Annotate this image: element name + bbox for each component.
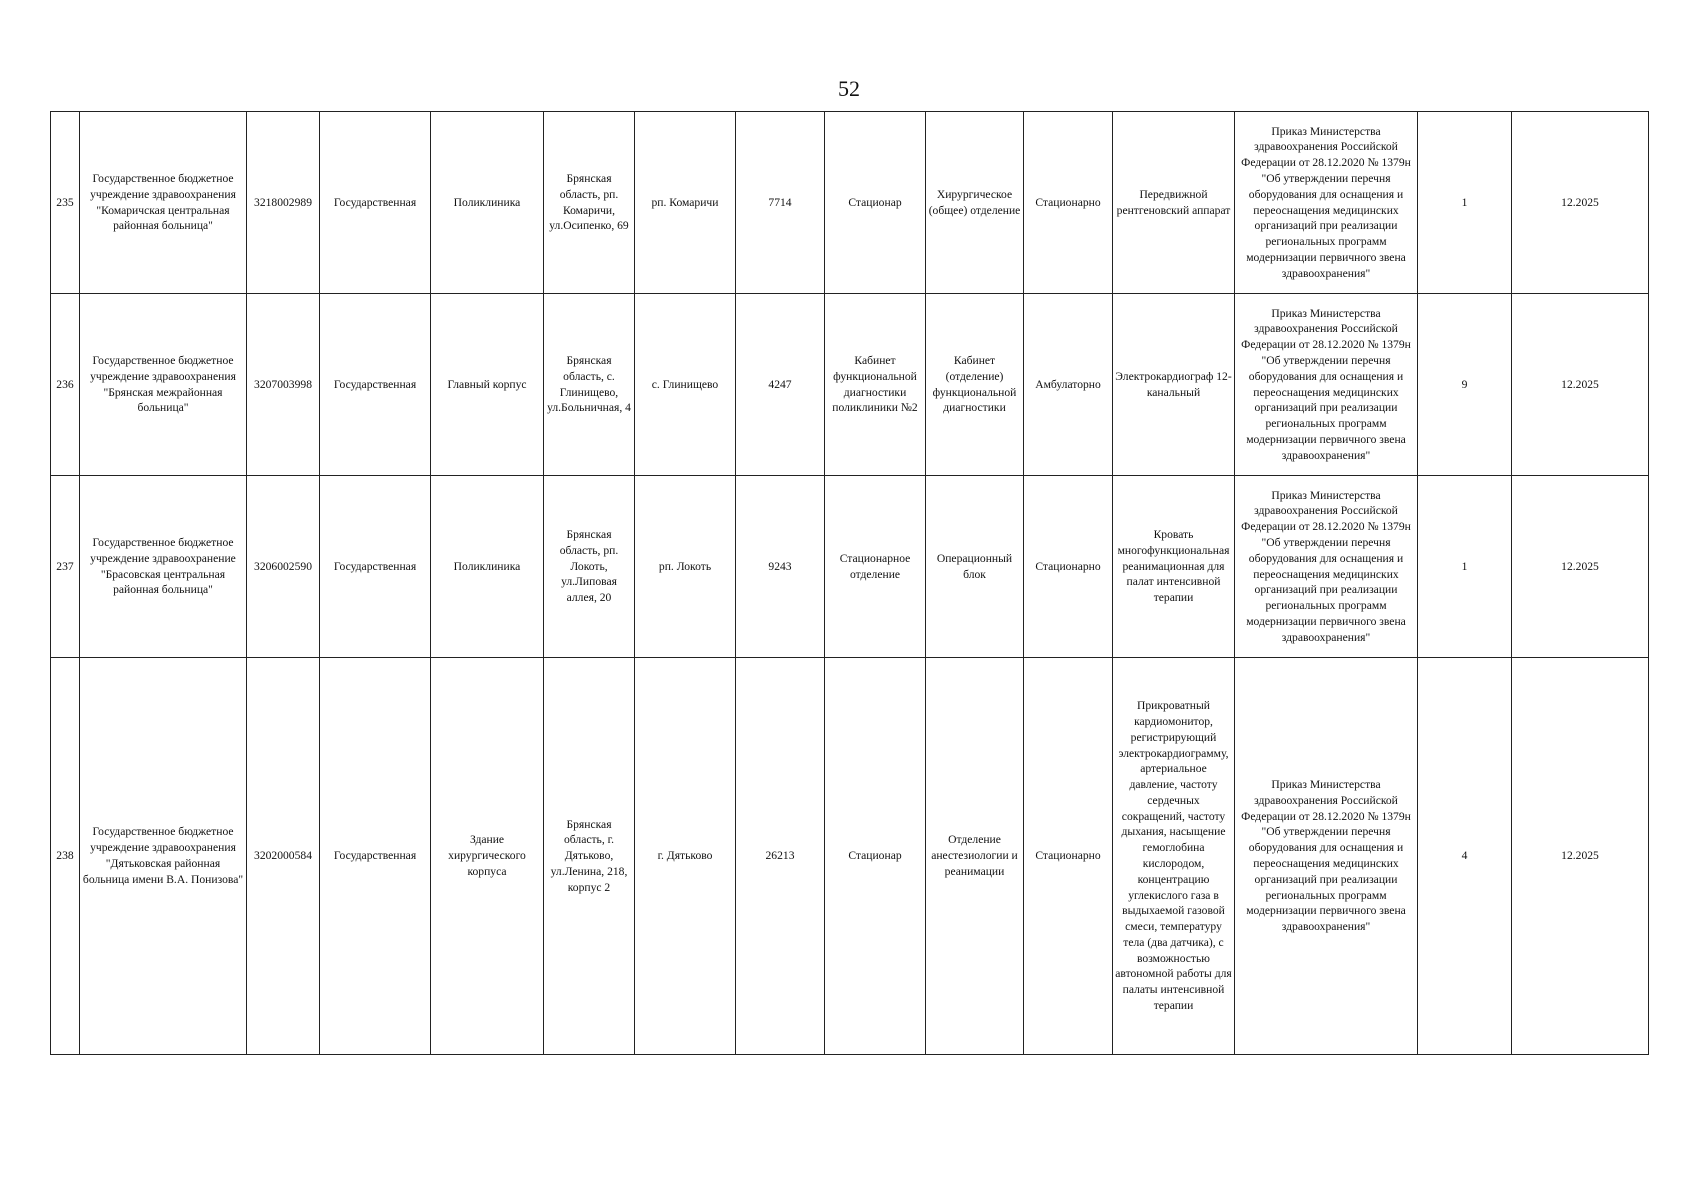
institution-name: Государственное бюджетное учреждение здравоохранение "Брасовская центральная районная больница" <box>80 476 247 658</box>
building-cell: Поликлиника <box>431 112 544 294</box>
table-row <box>51 658 1649 1055</box>
table-row <box>51 112 1649 294</box>
population-cell: 7714 <box>736 112 825 294</box>
address-cell: Брянская область, г. Дятьково, ул.Ленина, 218, корпус 2 <box>544 658 635 1055</box>
address-cell: Брянская область, с. Глинищево, ул.Больничная, 4 <box>544 294 635 476</box>
row-number: 235 <box>51 112 80 294</box>
ownership-cell: Государственная <box>320 294 431 476</box>
building-cell: Поликлиника <box>431 476 544 658</box>
page-number: 52 <box>838 76 860 101</box>
institution-name: Государственное бюджетное учреждение здравоохранения "Брянская межрайонная больница" <box>80 294 247 476</box>
care-form-cell: Стационарно <box>1024 476 1113 658</box>
unit-cell: Стационарное отделение <box>825 476 926 658</box>
care-form-cell: Стационарно <box>1024 112 1113 294</box>
date-cell: 12.2025 <box>1512 112 1649 294</box>
locality-cell: рп. Комаричи <box>635 112 736 294</box>
ownership-cell: Государственная <box>320 476 431 658</box>
institution-name: Государственное бюджетное учреждение здравоохранения "Комаричская центральная районная больница" <box>80 112 247 294</box>
quantity-cell: 1 <box>1418 112 1512 294</box>
locality-cell: с. Глинищево <box>635 294 736 476</box>
equipment-cell: Прикроватный кардиомонитор, регистрирующий электрокардиограмму, артериальное давление, частоту сердечных сокращений, частоту дыхания, насыщение гемоглобина кислородом, концентрацию углекислого газа в выдыхаемой газовой смеси, температуру тела (два датчика), с возможностью автономной работы для палаты интенсивной терапии <box>1113 658 1235 1055</box>
care-form-cell: Амбулаторно <box>1024 294 1113 476</box>
inn-cell: 3202000584 <box>247 658 320 1055</box>
date-cell: 12.2025 <box>1512 658 1649 1055</box>
department-cell: Отделение анестезиологии и реанимации <box>926 658 1024 1055</box>
care-form-cell: Стационарно <box>1024 658 1113 1055</box>
order-cell: Приказ Министерства здравоохранения Российской Федерации от 28.12.2020 № 1379н "Об утверждении перечня оборудования для оснащения и переоснащения медицинских организаций при реализации региональных программ модернизации первичного звена здравоохранения" <box>1235 294 1418 476</box>
inn-cell: 3218002989 <box>247 112 320 294</box>
department-cell: Хирургическое (общее) отделение <box>926 112 1024 294</box>
unit-cell: Кабинет функциональной диагностики поликлиники №2 <box>825 294 926 476</box>
row-number: 237 <box>51 476 80 658</box>
ownership-cell: Государственная <box>320 112 431 294</box>
population-cell: 4247 <box>736 294 825 476</box>
date-cell: 12.2025 <box>1512 476 1649 658</box>
equipment-registry-table <box>50 111 1649 1055</box>
equipment-cell: Электрокардиограф 12-канальный <box>1113 294 1235 476</box>
institution-name: Государственное бюджетное учреждение здравоохранения "Дятьковская районная больница имени В.А. Понизова" <box>80 658 247 1055</box>
table-row <box>51 476 1649 658</box>
equipment-cell: Кровать многофункциональная реанимационная для палат интенсивной терапии <box>1113 476 1235 658</box>
inn-cell: 3206002590 <box>247 476 320 658</box>
address-cell: Брянская область, рп. Локоть, ул.Липовая аллея, 20 <box>544 476 635 658</box>
unit-cell: Стационар <box>825 112 926 294</box>
unit-cell: Стационар <box>825 658 926 1055</box>
ownership-cell: Государственная <box>320 658 431 1055</box>
address-cell: Брянская область, рп. Комаричи, ул.Осипенко, 69 <box>544 112 635 294</box>
row-number: 236 <box>51 294 80 476</box>
order-cell: Приказ Министерства здравоохранения Российской Федерации от 28.12.2020 № 1379н "Об утверждении перечня оборудования для оснащения и переоснащения медицинских организаций при реализации региональных программ модернизации первичного звена здравоохранения" <box>1235 658 1418 1055</box>
order-cell: Приказ Министерства здравоохранения Российской Федерации от 28.12.2020 № 1379н "Об утверждении перечня оборудования для оснащения и переоснащения медицинских организаций при реализации региональных программ модернизации первичного звена здравоохранения" <box>1235 476 1418 658</box>
inn-cell: 3207003998 <box>247 294 320 476</box>
order-cell: Приказ Министерства здравоохранения Российской Федерации от 28.12.2020 № 1379н "Об утверждении перечня оборудования для оснащения и переоснащения медицинских организаций при реализации региональных программ модернизации первичного звена здравоохранения" <box>1235 112 1418 294</box>
population-cell: 9243 <box>736 476 825 658</box>
row-number: 238 <box>51 658 80 1055</box>
equipment-cell: Передвижной рентгеновский аппарат <box>1113 112 1235 294</box>
locality-cell: рп. Локоть <box>635 476 736 658</box>
table-row <box>51 294 1649 476</box>
department-cell: Кабинет (отделение) функциональной диагностики <box>926 294 1024 476</box>
department-cell: Операционный блок <box>926 476 1024 658</box>
building-cell: Главный корпус <box>431 294 544 476</box>
date-cell: 12.2025 <box>1512 294 1649 476</box>
locality-cell: г. Дятьково <box>635 658 736 1055</box>
population-cell: 26213 <box>736 658 825 1055</box>
quantity-cell: 9 <box>1418 294 1512 476</box>
building-cell: Здание хирургического корпуса <box>431 658 544 1055</box>
quantity-cell: 4 <box>1418 658 1512 1055</box>
quantity-cell: 1 <box>1418 476 1512 658</box>
